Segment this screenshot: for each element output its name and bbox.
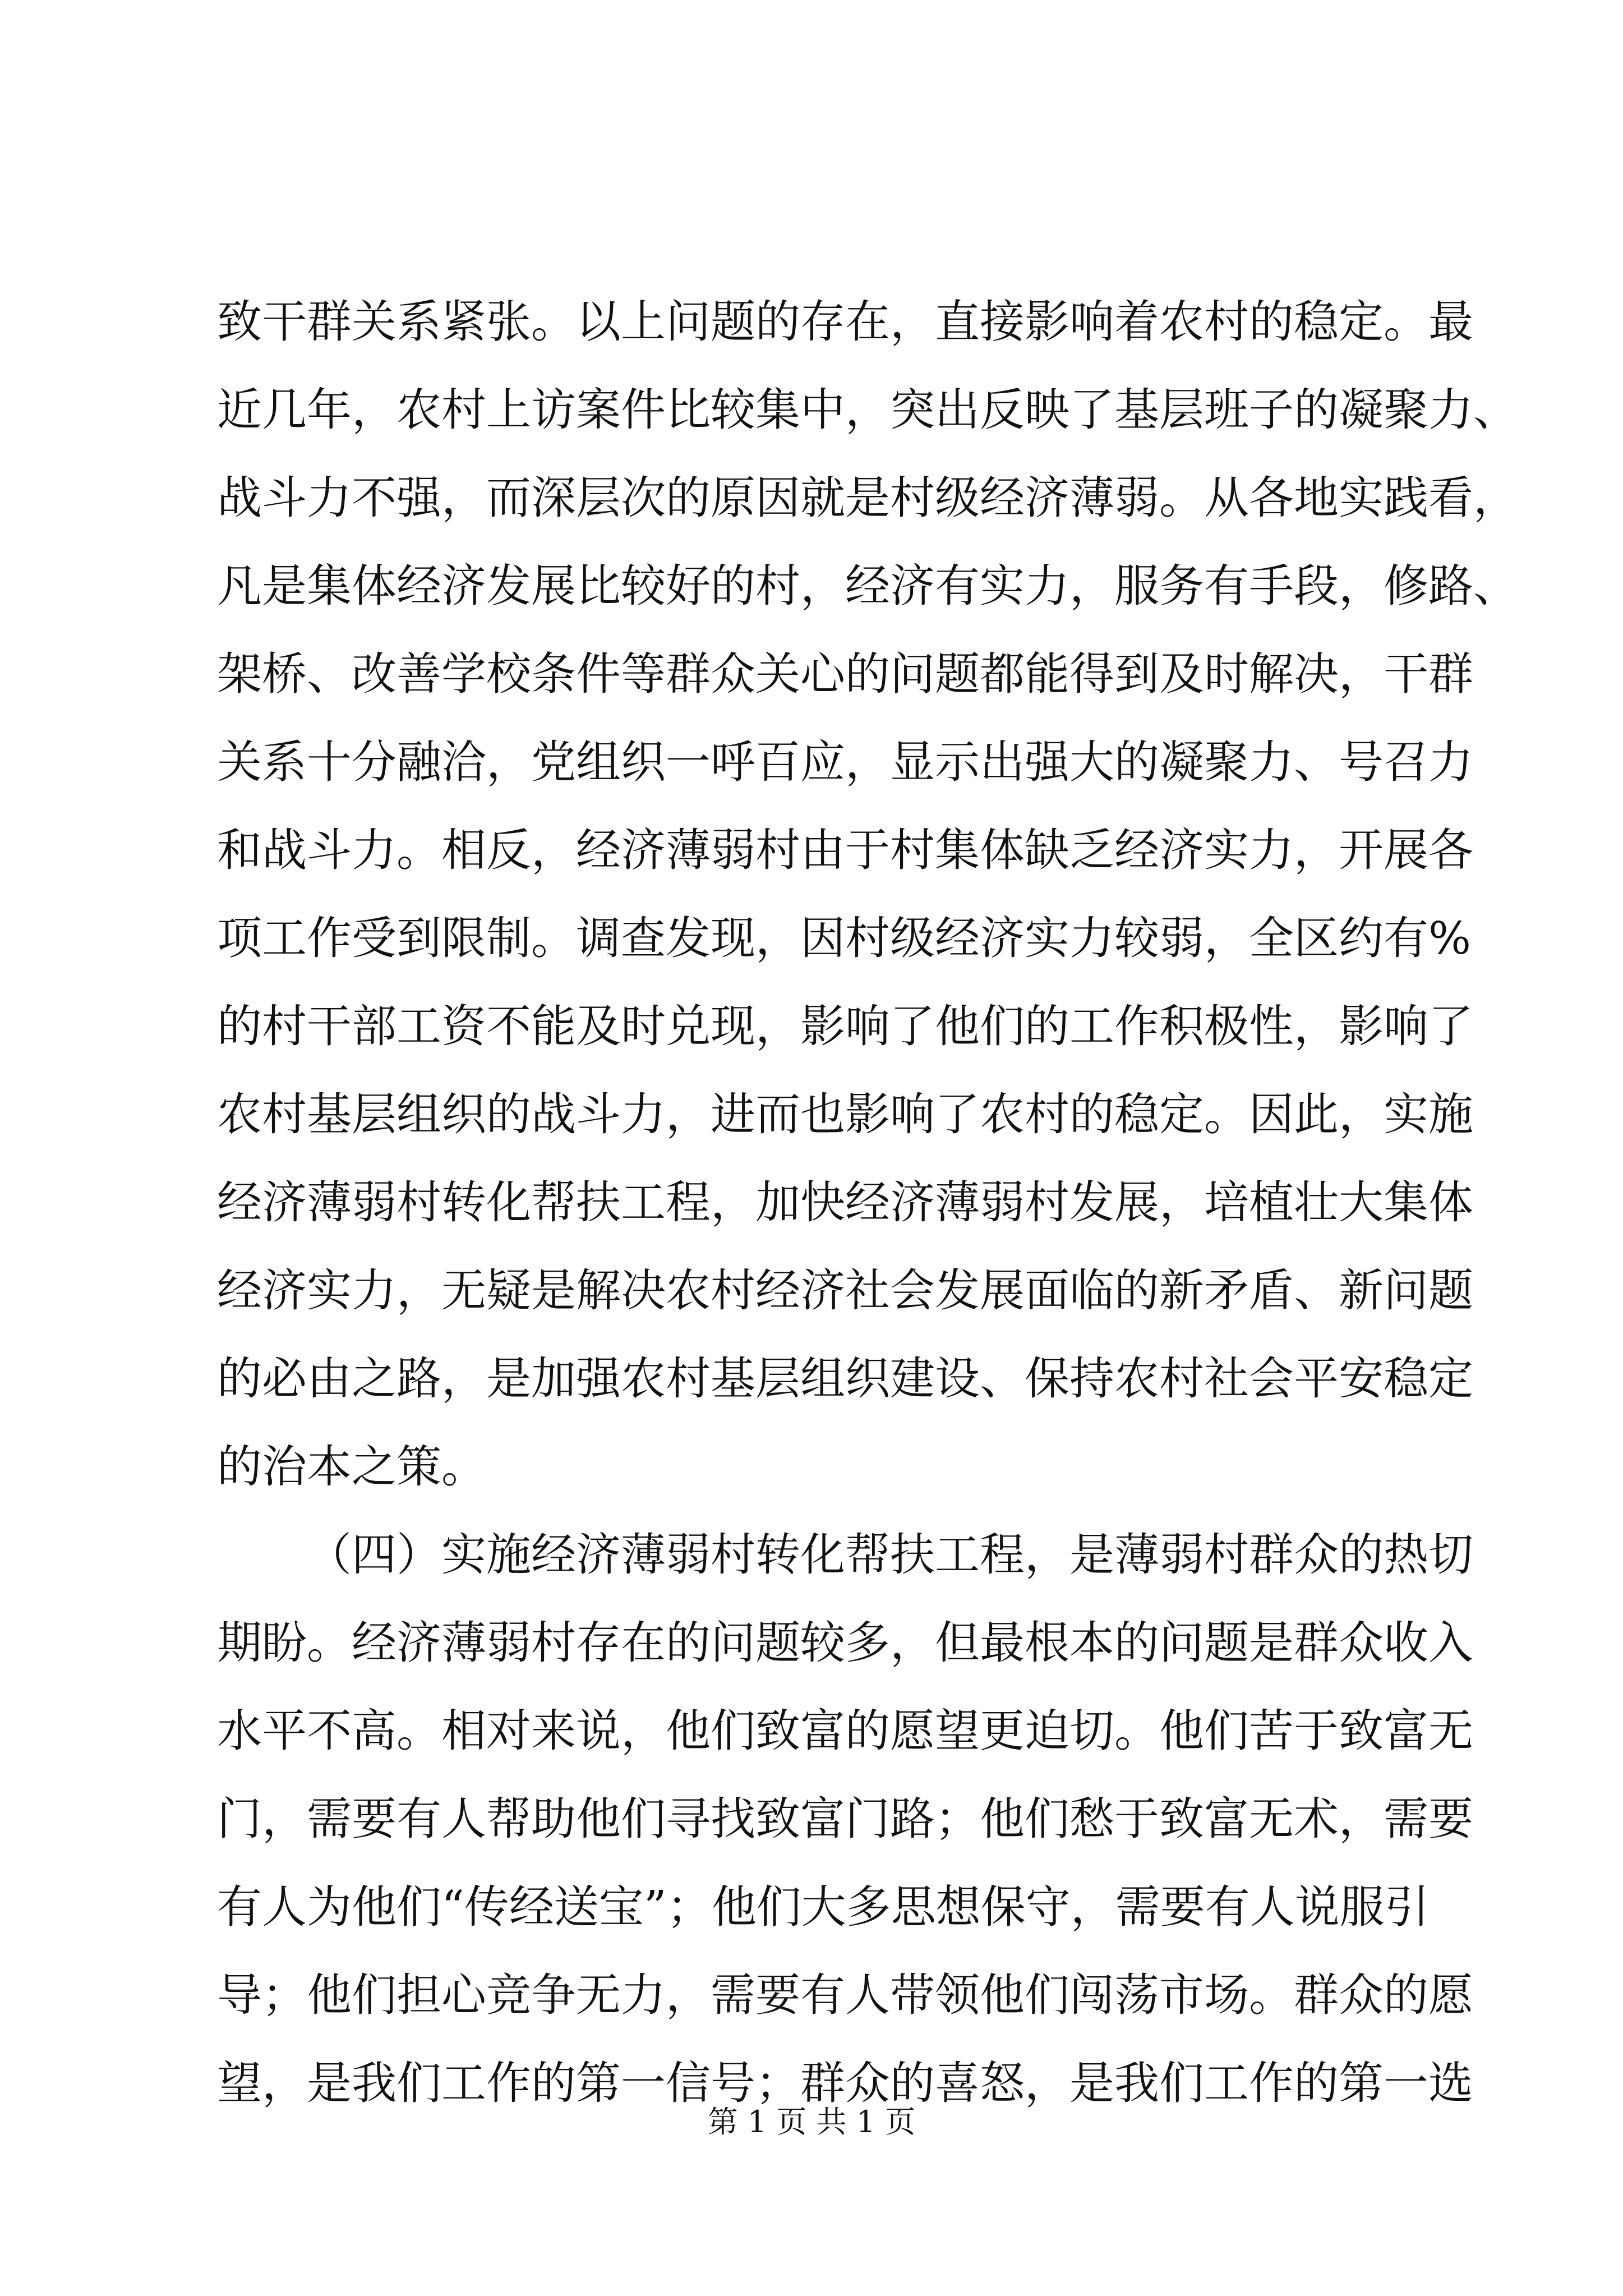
- text-line: 关系十分融洽，党组织一呼百应，显示出强大的凝聚力、号召力: [217, 736, 1473, 788]
- text-line: 经济实力，无疑是解决农村经济社会发展面临的新矛盾、新问题: [217, 1264, 1473, 1317]
- text-line: 项工作受到限制。调查发现，因村级经济实力较弱，全区约有%: [217, 912, 1472, 964]
- text-line: 水平不高。相对来说，他们致富的愿望更迫切。他们苦于致富无: [217, 1705, 1473, 1757]
- text-line: 有人为他们“传经送宝”；他们大多思想保守，需要有人说服引: [217, 1881, 1430, 1933]
- text-line: 的治本之策。: [217, 1441, 486, 1493]
- text-line: 和战斗力。相反，经济薄弱村由于村集体缺乏经济实力，开展各: [217, 824, 1473, 876]
- text-line: 导；他们担心竞争无力，需要有人带领他们闯荡市场。群众的愿: [217, 1969, 1473, 2021]
- text-line: 凡是集体经济发展比较好的村，经济有实力，服务有手段，修路、: [217, 560, 1518, 612]
- text-line: 的村干部工资不能及时兑现，影响了他们的工作积极性，影响了: [217, 1000, 1473, 1052]
- text-line: 的必由之路，是加强农村基层组织建设、保持农村社会平安稳定: [217, 1352, 1473, 1405]
- text-line: 期盼。经济薄弱村存在的问题较多，但最根本的问题是群众收入: [217, 1617, 1473, 1669]
- text-line: 门，需要有人帮助他们寻找致富门路；他们愁于致富无术，需要: [217, 1793, 1473, 1845]
- paragraph-1: [217, 278, 1518, 1511]
- text-line: 望，是我们工作的第一信号；群众的喜怒，是我们工作的第一选: [217, 2057, 1473, 2109]
- text-line: 致干群关系紧张。以上问题的存在，直接影响着农村的稳定。最: [217, 296, 1473, 348]
- text-line: 架桥、改善学校条件等群众关心的问题都能得到及时解决，干群: [217, 648, 1473, 700]
- page-number-footer: 第 1 页 共 1 页: [707, 2104, 916, 2139]
- paragraph-2: [217, 1511, 1473, 2127]
- text-line: 战斗力不强，而深层次的原因就是村级经济薄弱。从各地实践看，: [217, 472, 1518, 524]
- text-line: 经济薄弱村转化帮扶工程，加快经济薄弱村发展，培植壮大集体: [217, 1176, 1473, 1228]
- text-line: （四）实施经济薄弱村转化帮扶工程，是薄弱村群众的热切: [307, 1529, 1473, 1581]
- text-line: 农村基层组织的战斗力，进而也影响了农村的稳定。因此，实施: [217, 1088, 1473, 1140]
- body-text: [217, 278, 1518, 2127]
- text-line: 近几年，农村上访案件比较集中，突出反映了基层班子的凝聚力、: [217, 384, 1518, 436]
